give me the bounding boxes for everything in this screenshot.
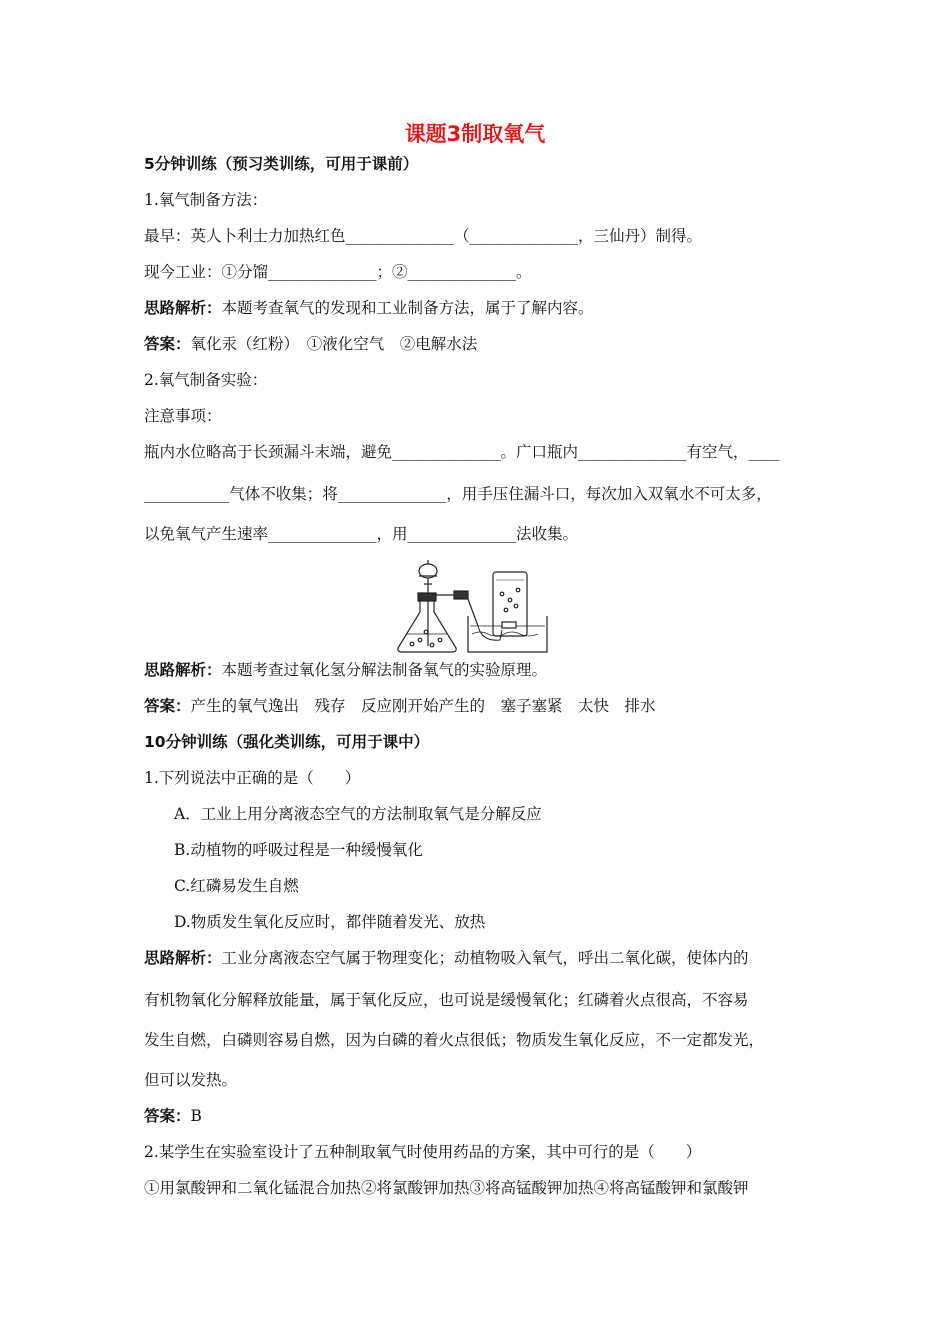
- mcq-2-options: ①用氯酸钾和二氧化锰混合加热②将氯酸钾加热③将高锰酸钾加热④将高锰酸钾和氯酸钾: [144, 1179, 749, 1197]
- analysis-text: 本题考查氧气的发现和工业制备方法，属于了解内容。: [221, 299, 594, 317]
- question-1-line-industry: 现今工业：①分馏______________；②______________。: [144, 263, 532, 281]
- analysis-2: [144, 660, 547, 680]
- question-1-heading: 1.氧气制备方法：: [144, 191, 268, 209]
- analysis-label: 思路解析：: [144, 299, 222, 317]
- answer-label: 答案：: [144, 335, 191, 353]
- question-2-heading: 2.氧气制备实验：: [144, 371, 268, 389]
- analysis-3-line-3: 发生自燃，白磷则容易自燃，因为白磷的着火点很低；物质发生氧化反应，不一定都发光，: [144, 1031, 765, 1049]
- analysis-label: 思路解析：: [144, 661, 222, 679]
- answer-1: [144, 334, 477, 354]
- analysis-label: 思路解析：: [144, 949, 222, 967]
- answer-label: 答案：: [144, 1107, 191, 1125]
- oxygen-apparatus-diagram: [382, 560, 562, 660]
- analysis-1: [144, 298, 594, 318]
- section-heading-5min: 5分钟训练（预习类训练，可用于课前）: [144, 155, 419, 173]
- notes-line-2: ___________气体不收集；将______________，用手压住漏斗口，每次加入双氧水不可太多，: [144, 485, 772, 503]
- analysis-text: 工业分离液态空气属于物理变化；动植物吸入氧气，呼出二氧化碳，使体内的: [221, 949, 749, 967]
- answer-label: 答案：: [144, 697, 191, 715]
- analysis-3-line-2: 有机物氧化分解释放能量，属于氧化反应，也可说是缓慢氧化；红磷着火点很高，不容易: [144, 991, 749, 1009]
- analysis-3-line-4: 但可以发热。: [144, 1071, 238, 1089]
- analysis-3-line-1: [144, 948, 749, 968]
- mcq-2-stem: 2.某学生在实验室设计了五种制取氧气时使用药品的方案，其中可行的是（ ）: [144, 1143, 702, 1161]
- analysis-text: 本题考查过氧化氢分解法制备氧气的实验原理。: [221, 661, 548, 679]
- mcq-1-option-d: D.物质发生氧化反应时，都伴随着发光、放热: [174, 913, 486, 931]
- notes-line-1: 瓶内水位略高于长颈漏斗末端，避免______________。广口瓶内______________有空气，____: [144, 443, 780, 461]
- answer-2: [144, 696, 656, 716]
- answer-3: [144, 1106, 202, 1126]
- answer-text: 氧化汞（红粉） ①液化空气 ②电解水法: [190, 335, 478, 353]
- question-1-line-earliest: 最早：英人卜利士力加热红色______________（______________，三仙丹）制得。: [144, 227, 703, 245]
- section-heading-10min: 10分钟训练（强化类训练，可用于课中）: [144, 733, 430, 751]
- notes-heading: 注意事项：: [144, 407, 222, 425]
- answer-text: B: [190, 1107, 202, 1125]
- answer-text: 产生的氧气逸出 残存 反应刚开始产生的 塞子塞紧 太快 排水: [190, 697, 656, 715]
- mcq-1-option-c: C.红磷易发生自燃: [174, 877, 299, 895]
- mcq-1-option-a: A．工业上用分离液态空气的方法制取氧气是分解反应: [174, 805, 542, 823]
- mcq-1-stem: 1.下列说法中正确的是（ ）: [144, 769, 361, 787]
- notes-line-3: 以免氧气产生速率______________，用______________法收集。: [144, 525, 579, 543]
- mcq-1-option-b: B.动植物的呼吸过程是一种缓慢氧化: [174, 841, 423, 859]
- page-title: 课题3制取氧气: [404, 122, 546, 146]
